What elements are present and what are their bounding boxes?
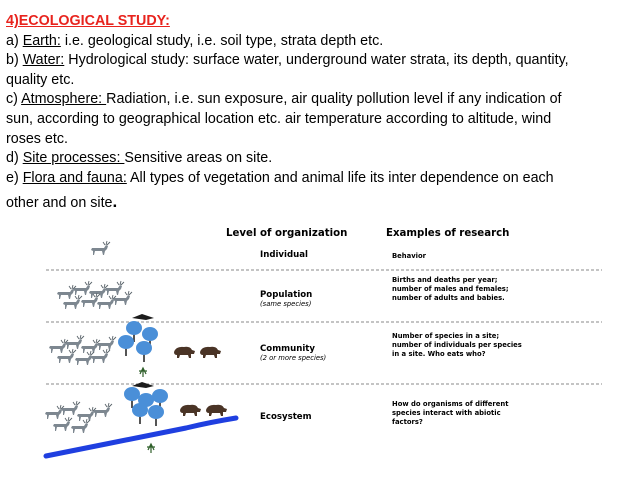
level-sub: (same species) xyxy=(260,300,312,308)
level-name: Population xyxy=(260,290,313,300)
item-earth xyxy=(6,32,632,52)
item-atmosphere xyxy=(6,90,632,110)
item-text: other and on site xyxy=(6,195,113,212)
item-text: Radiation, i.e. sun exposure, air quality pollution level if any indication of xyxy=(106,91,562,108)
level-sub: (2 or more species) xyxy=(260,354,327,362)
caribou-herd-icon xyxy=(57,281,132,309)
item-atmosphere-cont: sun, according to geographical location etc. air temperature according to altitude, wind xyxy=(6,110,552,127)
item-term: Earth: xyxy=(22,32,61,49)
item-text: Sensitive areas on site. xyxy=(124,150,273,167)
level-name: Individual xyxy=(260,250,308,260)
item-prefix: a) xyxy=(6,32,23,49)
item-text: Hydrological study: surface water, underground water strata, its depth, quantity, xyxy=(64,52,569,69)
level-name: Community xyxy=(260,344,316,354)
item-text: All types of vegetation and animal life its inter dependence on each xyxy=(126,169,554,186)
item-atmosphere-cont2: roses etc. xyxy=(6,130,68,147)
item-prefix: b) xyxy=(6,52,23,69)
example-ecosystem: How do organisms of different species interact with abiotic factors? xyxy=(392,400,509,426)
item-site-processes xyxy=(6,149,632,169)
period: . xyxy=(112,192,118,212)
section-heading: 4)ECOLOGICAL STUDY: xyxy=(6,13,170,29)
level-community xyxy=(260,344,326,362)
item-term: Water: xyxy=(22,52,65,69)
item-water-cont: quality etc. xyxy=(6,71,75,88)
example-population: Births and deaths per year; number of males and females; number of adults and babies. xyxy=(392,276,509,302)
header-level: Level of organization xyxy=(226,228,348,239)
item-flora-fauna xyxy=(6,169,632,189)
item-prefix: c) xyxy=(6,91,22,108)
level-population xyxy=(260,290,312,308)
item-prefix: d) xyxy=(6,150,23,167)
caribou-icon xyxy=(91,241,110,255)
level-name: Ecosystem xyxy=(260,412,312,422)
levels-of-organization-figure xyxy=(36,222,602,474)
river-icon xyxy=(46,418,236,456)
level-individual xyxy=(260,250,308,260)
item-term: Site processes: xyxy=(22,150,125,167)
item-text: i.e. geological study, i.e. soil type, strata depth etc. xyxy=(60,32,384,49)
item-term: Atmosphere: xyxy=(21,91,107,108)
ecosystem-icon xyxy=(45,382,236,456)
ecological-study-text xyxy=(6,12,632,214)
item-flora-fauna-cont xyxy=(6,192,632,214)
header-examples: Examples of research xyxy=(386,228,510,239)
level-ecosystem xyxy=(260,412,312,422)
example-community: Number of species in a site; number of individuals per species in a site. Who eats who? xyxy=(392,332,522,358)
item-term: Flora and fauna: xyxy=(22,169,127,186)
item-water xyxy=(6,51,632,71)
item-prefix: e) xyxy=(6,169,23,186)
community-icon xyxy=(49,314,221,377)
example-individual: Behavior xyxy=(392,252,426,260)
